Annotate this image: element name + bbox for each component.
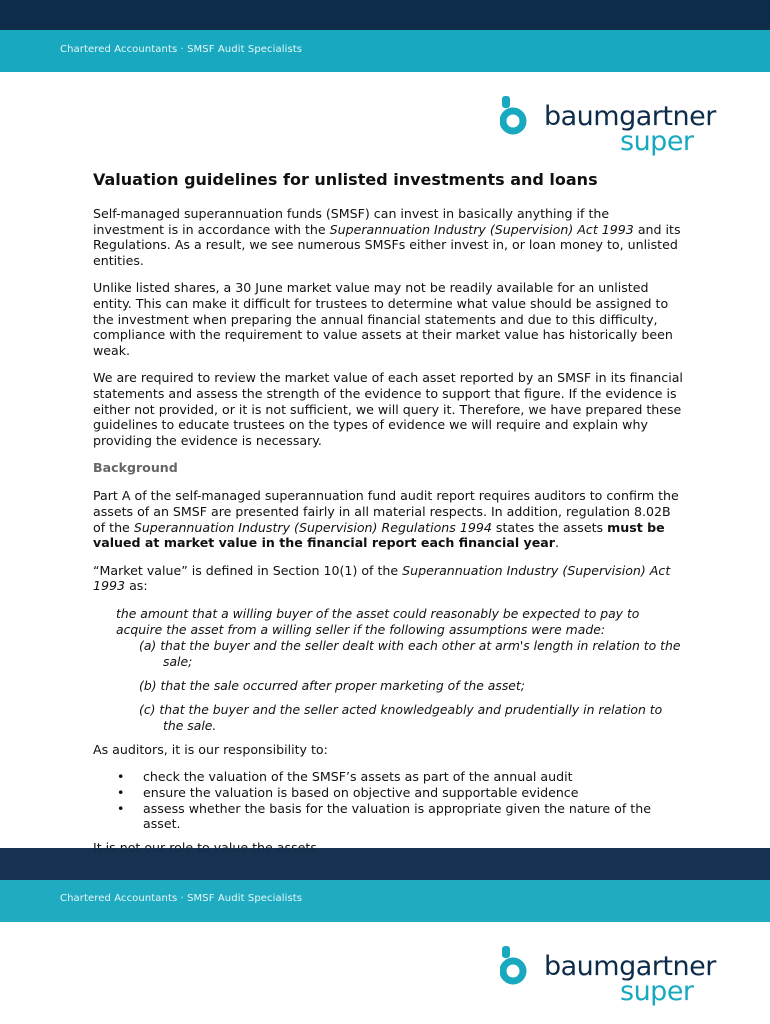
text-run: and its Regulations. As a result, we see numerous SMSFs either invest in, or loan money to, unlisted entities. [93,221,681,268]
regulations-citation: Superannuation Industry (Supervision) Regulations 1994 [133,519,492,535]
text-run: states the assets [491,519,608,535]
brand-logo [500,96,730,158]
header-tagline: Chartered Accountants · SMSF Audit Specialists [60,44,303,55]
text-run: Part A of the self-managed superannuation fund audit report requires auditors to confirm the assets of an SMSF are presented fairly in all material respects. In addition, regulation 8.02B of the [93,488,679,535]
text-run: as: [125,578,148,594]
list-item: • assess whether the basis for the valuation is appropriate given the nature of the asset. [117,801,683,832]
act-citation: Superannuation Industry (Supervision) Act 1993 [329,221,634,237]
paragraph-part-a [93,488,683,550]
bottom-navy-band [0,848,770,880]
document-title: Valuation guidelines for unlisted investments and loans [93,170,598,189]
act-citation: Superannuation Industry (Supervision) Act 1993 [93,562,671,594]
assumption-list [139,638,683,734]
text-run: . [554,535,559,551]
responsibility-list [117,769,683,831]
list-item: • check the valuation of the SMSF’s assets as part of the annual audit [117,769,683,785]
top-navy-band [0,0,770,30]
brand-logo-bottom [500,946,730,1008]
paragraph-market-value [93,563,683,594]
list-item: (a) that the buyer and the seller dealt with each other at arm's length in relation to the sale; [139,637,681,669]
quote-intro: the amount that a willing buyer of the asset could reasonably be expected to pay to acquire the asset from a willing seller if the following assumptions were made: [116,605,640,637]
list-item: (c) that the buyer and the seller acted knowledgeably and prudentially in relation to the sale. [139,701,663,733]
logo-mark-icon [500,96,530,136]
logo-word-super: super [620,976,694,1007]
logo-word-super: super [620,126,694,157]
logo-word-baumgartner: baumgartner [544,101,716,132]
text-run: Self-managed superannuation funds (SMSF) can invest in basically anything if the investment is in accordance with the [93,206,610,237]
paragraph-responsibility: As auditors, it is our responsibility to: [93,741,328,757]
footer-tagline: Chartered Accountants · SMSF Audit Specialists [60,893,303,904]
text-run: “Market value” is defined in Section 10(1) of the [93,562,403,578]
document-body [93,170,683,867]
logo-word-baumgartner: baumgartner [544,951,716,982]
bold-requirement: must be valued at market value in the financial report each financial year [93,519,665,551]
definition-quote [116,606,683,734]
logo-mark-icon [500,946,530,986]
paragraph-review: We are required to review the market value of each asset reported by an SMSF in its financial statements and assess the strength of the evidence to support that figure. If the evidence is either not provided, or it is not sufficient, we will query it. Therefore, we have prepared these guidelines to educate trustees on the types of evidence we will require and explain why providing the evidence is necessary. [93,370,683,448]
paragraph-intro [93,206,683,268]
paragraph-unlisted: Unlike listed shares, a 30 June market value may not be readily available for an unlisted entity. This can make it difficult for trustees to determine what value should be assigned to the investment when preparing the annual financial statements and due to this difficulty, compliance with the requirement to value assets at their market value has historically been weak. [93,280,673,358]
list-item: (b) that the sale occurred after proper marketing of the asset; [139,677,525,693]
list-item: • ensure the valuation is based on objective and supportable evidence [117,785,683,801]
background-heading: Background [93,460,178,476]
